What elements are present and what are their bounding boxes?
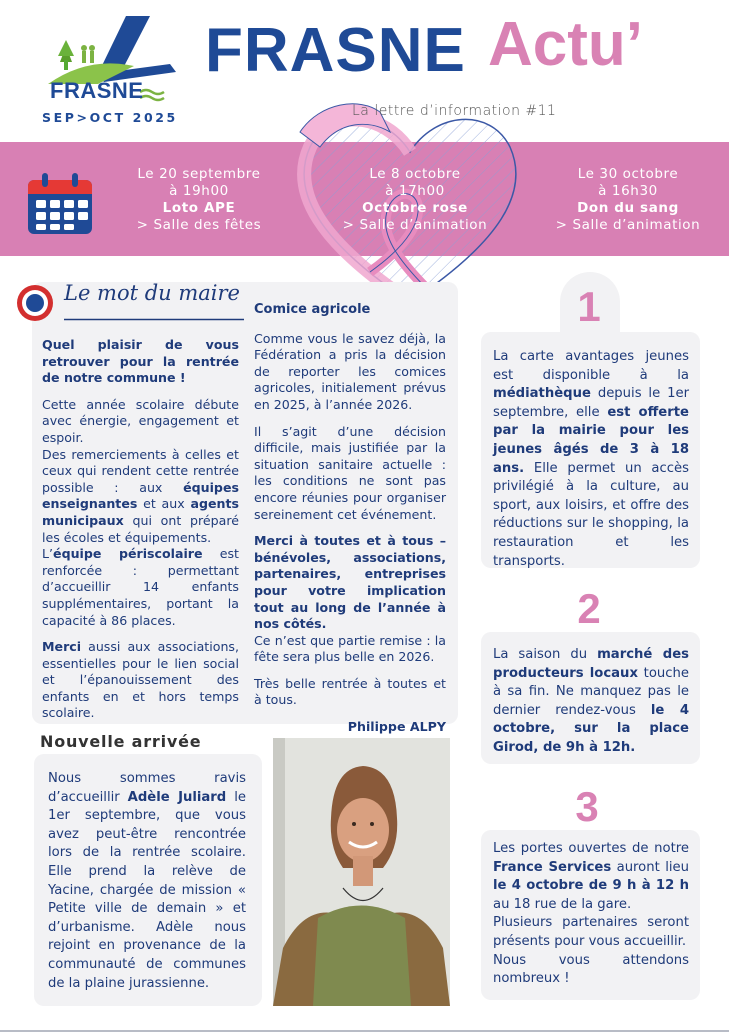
event-name: Octobre rose	[362, 200, 468, 216]
issue-date: SEP>OCT 2025	[42, 110, 178, 125]
mayor-paragraph: Des remerciements à celles et ceux qui rendent cette rentrée possible : aux équipes enseignantes et aux agents municipaux qui ont préparé les écoles et équipements.	[42, 446, 239, 545]
comice-paragraph: Il s’agit d’une décision difficile, mais justifiée par la situation sanitaire actuelle : les conditions ne sont pas encore réunies pour organiser sereinement cet événement.	[254, 423, 446, 522]
newsletter-title-accent: Actu’	[488, 10, 643, 79]
mayor-column-right	[254, 302, 446, 746]
mayor-column-left	[42, 337, 239, 732]
mayor-paragraph: Merci aussi aux associations, essentielles pour le lien social et l’épanouissement des enfants en et hors temps scolaire.	[42, 639, 239, 721]
event-date: Le 30 octobre	[577, 166, 679, 182]
event-place: > Salle d’animation	[555, 217, 701, 233]
mayor-paragraph: Cette année scolaire débute avec énergie, engagement et espoir.	[42, 396, 239, 445]
tricolor-rosette-icon	[16, 284, 54, 322]
item-number: 1	[577, 283, 601, 330]
event-name: Don du sang	[577, 200, 679, 216]
heading-underline	[64, 318, 244, 321]
event-date: Le 8 octobre	[369, 166, 461, 182]
info-text-1: La carte avantages jeunes est disponible à la médiathèque depuis le 1er septembre, elle est offerte par la mairie pour les jeunes âgés de 3 à 18 ans. Elle permet un accès privilégié à la culture, au sport, aux loisirs, et offre des réductions sur le shopping, la restauration et les transports.	[493, 349, 689, 569]
new-arrival-text: Nous sommes ravis d’accueillir Adèle Juliard le 1er septembre, que vous avez peut-être rencontrée lors de la rentrée scolaire. Elle prend la relève de Yacine, chargée de mission « Petite ville de demain » et d’urbanisme. Adèle nous rejoint en provenance de la communauté de communes de la plaine jurassienne.	[48, 771, 246, 991]
mayor-paragraph: L’équipe périscolaire est renforcée : permettant d’accueillir 14 enfants supplémentaires, portant la capacité à 86 places.	[42, 546, 239, 628]
item-number: 3	[575, 783, 599, 830]
info-text-2: La saison du marché des producteurs locaux touche à sa fin. Ne manquez pas le dernier rendez-vous le 4 octobre, sur la place Girod, de 9h à 12h.	[493, 647, 689, 755]
mayor-heading: Le mot du maire	[64, 281, 240, 305]
event-time: à 17h00	[385, 183, 445, 199]
newsletter-subtitle: La lettre d’information #11	[352, 103, 557, 119]
newsletter-title: FRASNE	[205, 16, 466, 85]
event-date: Le 20 septembre	[137, 166, 261, 182]
calendar-icon	[26, 172, 96, 236]
comice-title: Comice agricole	[254, 302, 371, 317]
item-number: 2	[577, 585, 601, 632]
event-time: à 16h30	[598, 183, 658, 199]
event-name: Loto APE	[162, 200, 236, 216]
frasne-logo-icon	[38, 14, 188, 124]
event-loto	[124, 166, 274, 234]
comice-paragraph: Comme vous le savez déjà, la Fédération a pris la décision de reporter les comices agricoles, initialement prévus en 2025, à l’année 2026.	[254, 330, 446, 412]
event-octobre-rose	[335, 166, 495, 234]
logo-wordmark: FRASNE	[50, 78, 144, 103]
mayor-signature: Philippe ALPY	[347, 719, 446, 735]
comice-paragraph: Très belle rentrée à toutes et à tous.	[254, 675, 446, 708]
event-don-du-sang	[548, 166, 708, 234]
portrait-photo	[273, 738, 450, 1006]
mayor-intro: Quel plaisir de vous retrouver pour la rentrée de notre commune !	[42, 337, 239, 386]
event-place: > Salle d’animation	[342, 217, 488, 233]
event-time: à 19h00	[169, 183, 229, 199]
comice-paragraph: Ce n’est que partie remise : la fête sera plus belle en 2026.	[254, 632, 446, 665]
thanks-paragraph: Merci à toutes et à tous – bénévoles, associations, partenaires, entreprises pour votre implication tout au long de l’année à nos côtés.	[254, 533, 446, 632]
new-arrival-heading: Nouvelle arrivée	[40, 732, 202, 751]
footer-divider	[0, 1030, 729, 1032]
event-place: > Salle des fêtes	[136, 217, 262, 233]
info-text-3: Les portes ouvertes de notre France Services auront lieu le 4 octobre de 9 h à 12 h au 18 rue de la gare. Plusieurs partenaires seront présents pour vous accueillir. Nous vous attendons nombreux !	[493, 841, 689, 987]
